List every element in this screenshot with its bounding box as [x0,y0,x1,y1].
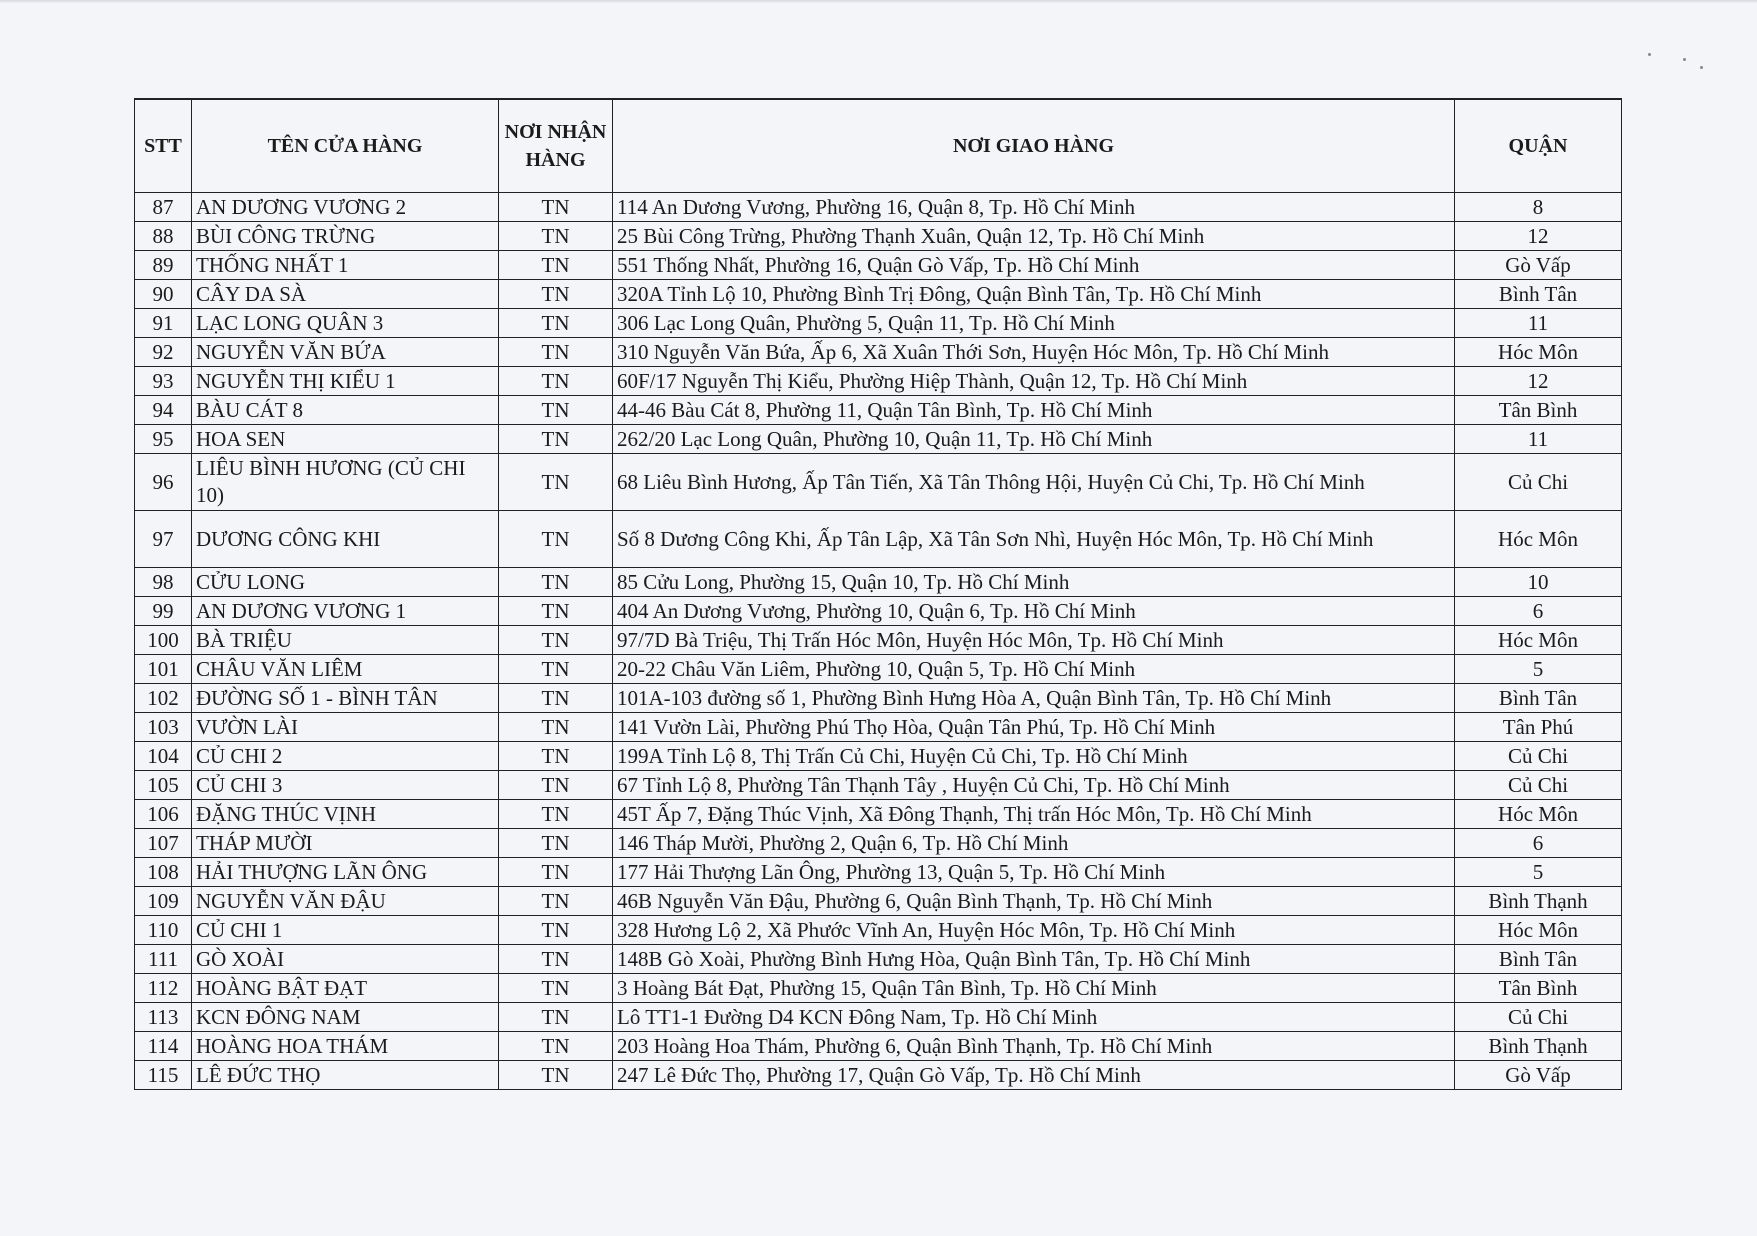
scan-speck [1700,66,1703,69]
cell-store-name: THỐNG NHẤT 1 [192,251,499,280]
cell-receive-place: TN [499,858,613,887]
table-row [135,1032,1622,1061]
cell-stt: 107 [135,829,192,858]
table-row [135,396,1622,425]
cell-store-name: LẠC LONG QUÂN 3 [192,309,499,338]
cell-district: Củ Chi [1455,454,1622,511]
table-row [135,742,1622,771]
table-row [135,309,1622,338]
cell-stt: 89 [135,251,192,280]
header-store-name: TÊN CỬA HÀNG [192,99,499,193]
cell-store-name: NGUYỄN VĂN ĐẬU [192,887,499,916]
cell-district: Gò Vấp [1455,1061,1622,1090]
header-receive-place: NƠI NHẬN HÀNG [499,99,613,193]
store-table [134,98,1622,1090]
cell-store-name: CỦ CHI 3 [192,771,499,800]
cell-stt: 96 [135,454,192,511]
cell-receive-place: TN [499,251,613,280]
cell-delivery-address: 404 An Dương Vương, Phường 10, Quận 6, Tp. Hồ Chí Minh [613,597,1455,626]
cell-receive-place: TN [499,771,613,800]
cell-district: Hóc Môn [1455,338,1622,367]
cell-store-name: CỬU LONG [192,568,499,597]
table-row [135,800,1622,829]
cell-store-name: HOÀNG HOA THÁM [192,1032,499,1061]
cell-receive-place: TN [499,800,613,829]
cell-receive-place: TN [499,222,613,251]
cell-store-name: HẢI THƯỢNG LÃN ÔNG [192,858,499,887]
cell-delivery-address: 101A-103 đường số 1, Phường Bình Hưng Hòa A, Quận Bình Tân, Tp. Hồ Chí Minh [613,684,1455,713]
cell-receive-place: TN [499,916,613,945]
table-row [135,771,1622,800]
cell-store-name: CỦ CHI 2 [192,742,499,771]
cell-stt: 103 [135,713,192,742]
scan-edge [0,0,1757,3]
table-row [135,338,1622,367]
cell-delivery-address: 551 Thống Nhất, Phường 16, Quận Gò Vấp, Tp. Hồ Chí Minh [613,251,1455,280]
table-row [135,916,1622,945]
cell-delivery-address: Số 8 Dương Công Khi, Ấp Tân Lập, Xã Tân Sơn Nhì, Huyện Hóc Môn, Tp. Hồ Chí Minh [613,511,1455,568]
table-row [135,367,1622,396]
cell-receive-place: TN [499,684,613,713]
cell-store-name: NGUYỄN VĂN BỨA [192,338,499,367]
cell-delivery-address: Lô TT1-1 Đường D4 KCN Đông Nam, Tp. Hồ Chí Minh [613,1003,1455,1032]
cell-receive-place: TN [499,1061,613,1090]
cell-store-name: ĐẶNG THÚC VỊNH [192,800,499,829]
cell-store-name: BÀ TRIỆU [192,626,499,655]
cell-store-name: AN DƯƠNG VƯƠNG 2 [192,193,499,222]
cell-stt: 91 [135,309,192,338]
cell-district: 5 [1455,858,1622,887]
cell-district: 12 [1455,367,1622,396]
cell-store-name: NGUYỄN THỊ KIỂU 1 [192,367,499,396]
cell-stt: 109 [135,887,192,916]
table-row [135,568,1622,597]
cell-store-name: HOA SEN [192,425,499,454]
cell-district: Tân Bình [1455,974,1622,1003]
cell-district: Bình Thạnh [1455,887,1622,916]
cell-district: Củ Chi [1455,742,1622,771]
cell-receive-place: TN [499,511,613,568]
cell-receive-place: TN [499,713,613,742]
cell-district: Hóc Môn [1455,800,1622,829]
scan-speck [1648,53,1651,56]
cell-district: 5 [1455,655,1622,684]
cell-district: 11 [1455,425,1622,454]
cell-stt: 87 [135,193,192,222]
cell-delivery-address: 44-46 Bàu Cát 8, Phường 11, Quận Tân Bình, Tp. Hồ Chí Minh [613,396,1455,425]
cell-stt: 102 [135,684,192,713]
cell-receive-place: TN [499,742,613,771]
cell-receive-place: TN [499,1003,613,1032]
table-row [135,887,1622,916]
cell-delivery-address: 20-22 Châu Văn Liêm, Phường 10, Quận 5, Tp. Hồ Chí Minh [613,655,1455,684]
cell-delivery-address: 67 Tỉnh Lộ 8, Phường Tân Thạnh Tây , Huyện Củ Chi, Tp. Hồ Chí Minh [613,771,1455,800]
cell-stt: 110 [135,916,192,945]
cell-stt: 106 [135,800,192,829]
cell-receive-place: TN [499,829,613,858]
cell-district: 10 [1455,568,1622,597]
cell-district: Gò Vấp [1455,251,1622,280]
cell-stt: 115 [135,1061,192,1090]
table-row [135,655,1622,684]
table-row [135,626,1622,655]
table-row [135,425,1622,454]
cell-district: Bình Tân [1455,684,1622,713]
cell-delivery-address: 25 Bùi Công Trừng, Phường Thạnh Xuân, Quận 12, Tp. Hồ Chí Minh [613,222,1455,251]
cell-delivery-address: 262/20 Lạc Long Quân, Phường 10, Quận 11, Tp. Hồ Chí Minh [613,425,1455,454]
cell-district: Bình Tân [1455,280,1622,309]
cell-stt: 95 [135,425,192,454]
cell-stt: 92 [135,338,192,367]
cell-stt: 101 [135,655,192,684]
cell-store-name: KCN ĐÔNG NAM [192,1003,499,1032]
cell-district: 11 [1455,309,1622,338]
cell-receive-place: TN [499,338,613,367]
cell-receive-place: TN [499,1032,613,1061]
cell-district: Bình Thạnh [1455,1032,1622,1061]
cell-delivery-address: 320A Tỉnh Lộ 10, Phường Bình Trị Đông, Quận Bình Tân, Tp. Hồ Chí Minh [613,280,1455,309]
cell-receive-place: TN [499,193,613,222]
cell-district: 6 [1455,597,1622,626]
cell-store-name: CỦ CHI 1 [192,916,499,945]
cell-stt: 100 [135,626,192,655]
cell-delivery-address: 328 Hương Lộ 2, Xã Phước Vĩnh An, Huyện Hóc Môn, Tp. Hồ Chí Minh [613,916,1455,945]
cell-delivery-address: 177 Hải Thượng Lãn Ông, Phường 13, Quận 5, Tp. Hồ Chí Minh [613,858,1455,887]
cell-receive-place: TN [499,454,613,511]
table-row [135,1003,1622,1032]
cell-store-name: GÒ XOÀI [192,945,499,974]
cell-district: Tân Bình [1455,396,1622,425]
cell-stt: 90 [135,280,192,309]
table-row [135,597,1622,626]
header-stt: STT [135,99,192,193]
cell-store-name: CÂY DA SÀ [192,280,499,309]
table-row [135,713,1622,742]
cell-stt: 105 [135,771,192,800]
cell-receive-place: TN [499,945,613,974]
cell-stt: 114 [135,1032,192,1061]
cell-receive-place: TN [499,887,613,916]
cell-store-name: AN DƯƠNG VƯƠNG 1 [192,597,499,626]
header-delivery-place: NƠI GIAO HÀNG [613,99,1455,193]
table-row [135,222,1622,251]
cell-receive-place: TN [499,626,613,655]
table-row [135,193,1622,222]
cell-district: 12 [1455,222,1622,251]
cell-store-name: THÁP MƯỜI [192,829,499,858]
cell-district: 6 [1455,829,1622,858]
cell-district: Hóc Môn [1455,511,1622,568]
cell-delivery-address: 203 Hoàng Hoa Thám, Phường 6, Quận Bình Thạnh, Tp. Hồ Chí Minh [613,1032,1455,1061]
cell-stt: 98 [135,568,192,597]
cell-district: 8 [1455,193,1622,222]
cell-delivery-address: 68 Liêu Bình Hương, Ấp Tân Tiến, Xã Tân Thông Hội, Huyện Củ Chi, Tp. Hồ Chí Minh [613,454,1455,511]
cell-delivery-address: 114 An Dương Vương, Phường 16, Quận 8, Tp. Hồ Chí Minh [613,193,1455,222]
cell-delivery-address: 141 Vườn Lài, Phường Phú Thọ Hòa, Quận Tân Phú, Tp. Hồ Chí Minh [613,713,1455,742]
cell-delivery-address: 199A Tỉnh Lộ 8, Thị Trấn Củ Chi, Huyện Củ Chi, Tp. Hồ Chí Minh [613,742,1455,771]
table-row [135,974,1622,1003]
cell-stt: 88 [135,222,192,251]
cell-receive-place: TN [499,568,613,597]
cell-delivery-address: 146 Tháp Mười, Phường 2, Quận 6, Tp. Hồ Chí Minh [613,829,1455,858]
cell-store-name: ĐƯỜNG SỐ 1 - BÌNH TÂN [192,684,499,713]
cell-stt: 112 [135,974,192,1003]
cell-receive-place: TN [499,280,613,309]
table-body [135,193,1622,1090]
cell-district: Củ Chi [1455,771,1622,800]
cell-store-name: BÀU CÁT 8 [192,396,499,425]
cell-receive-place: TN [499,367,613,396]
cell-receive-place: TN [499,309,613,338]
cell-receive-place: TN [499,597,613,626]
cell-district: Hóc Môn [1455,626,1622,655]
cell-district: Hóc Môn [1455,916,1622,945]
scan-speck [1683,58,1686,61]
cell-delivery-address: 97/7D Bà Triệu, Thị Trấn Hóc Môn, Huyện Hóc Môn, Tp. Hồ Chí Minh [613,626,1455,655]
table-row [135,251,1622,280]
table-row [135,511,1622,568]
cell-delivery-address: 3 Hoàng Bát Đạt, Phường 15, Quận Tân Bình, Tp. Hồ Chí Minh [613,974,1455,1003]
table-row [135,945,1622,974]
cell-store-name: HOÀNG BẬT ĐẠT [192,974,499,1003]
cell-stt: 108 [135,858,192,887]
cell-delivery-address: 306 Lạc Long Quân, Phường 5, Quận 11, Tp. Hồ Chí Minh [613,309,1455,338]
cell-store-name: DƯƠNG CÔNG KHI [192,511,499,568]
cell-delivery-address: 310 Nguyễn Văn Bứa, Ấp 6, Xã Xuân Thới Sơn, Huyện Hóc Môn, Tp. Hồ Chí Minh [613,338,1455,367]
cell-district: Tân Phú [1455,713,1622,742]
table-row [135,829,1622,858]
table-row [135,684,1622,713]
cell-delivery-address: 46B Nguyễn Văn Đậu, Phường 6, Quận Bình Thạnh, Tp. Hồ Chí Minh [613,887,1455,916]
table-header-row [135,99,1622,193]
cell-delivery-address: 85 Cửu Long, Phường 15, Quận 10, Tp. Hồ Chí Minh [613,568,1455,597]
cell-stt: 113 [135,1003,192,1032]
cell-delivery-address: 60F/17 Nguyễn Thị Kiểu, Phường Hiệp Thành, Quận 12, Tp. Hồ Chí Minh [613,367,1455,396]
cell-delivery-address: 45T Ấp 7, Đặng Thúc Vịnh, Xã Đông Thạnh, Thị trấn Hóc Môn, Tp. Hồ Chí Minh [613,800,1455,829]
cell-stt: 97 [135,511,192,568]
cell-store-name: LÊ ĐỨC THỌ [192,1061,499,1090]
cell-delivery-address: 247 Lê Đức Thọ, Phường 17, Quận Gò Vấp, Tp. Hồ Chí Minh [613,1061,1455,1090]
cell-store-name: LIÊU BÌNH HƯƠNG (CỦ CHI 10) [192,454,499,511]
table-row [135,454,1622,511]
cell-receive-place: TN [499,425,613,454]
table-row [135,280,1622,309]
cell-stt: 111 [135,945,192,974]
cell-store-name: CHÂU VĂN LIÊM [192,655,499,684]
cell-receive-place: TN [499,974,613,1003]
cell-receive-place: TN [499,396,613,425]
cell-delivery-address: 148B Gò Xoài, Phường Bình Hưng Hòa, Quận Bình Tân, Tp. Hồ Chí Minh [613,945,1455,974]
cell-store-name: BÙI CÔNG TRỪNG [192,222,499,251]
cell-district: Củ Chi [1455,1003,1622,1032]
cell-receive-place: TN [499,655,613,684]
cell-store-name: VƯỜN LÀI [192,713,499,742]
table-row [135,1061,1622,1090]
header-district: QUẬN [1455,99,1622,193]
table-row [135,858,1622,887]
cell-stt: 99 [135,597,192,626]
cell-stt: 104 [135,742,192,771]
cell-district: Bình Tân [1455,945,1622,974]
cell-stt: 93 [135,367,192,396]
cell-stt: 94 [135,396,192,425]
